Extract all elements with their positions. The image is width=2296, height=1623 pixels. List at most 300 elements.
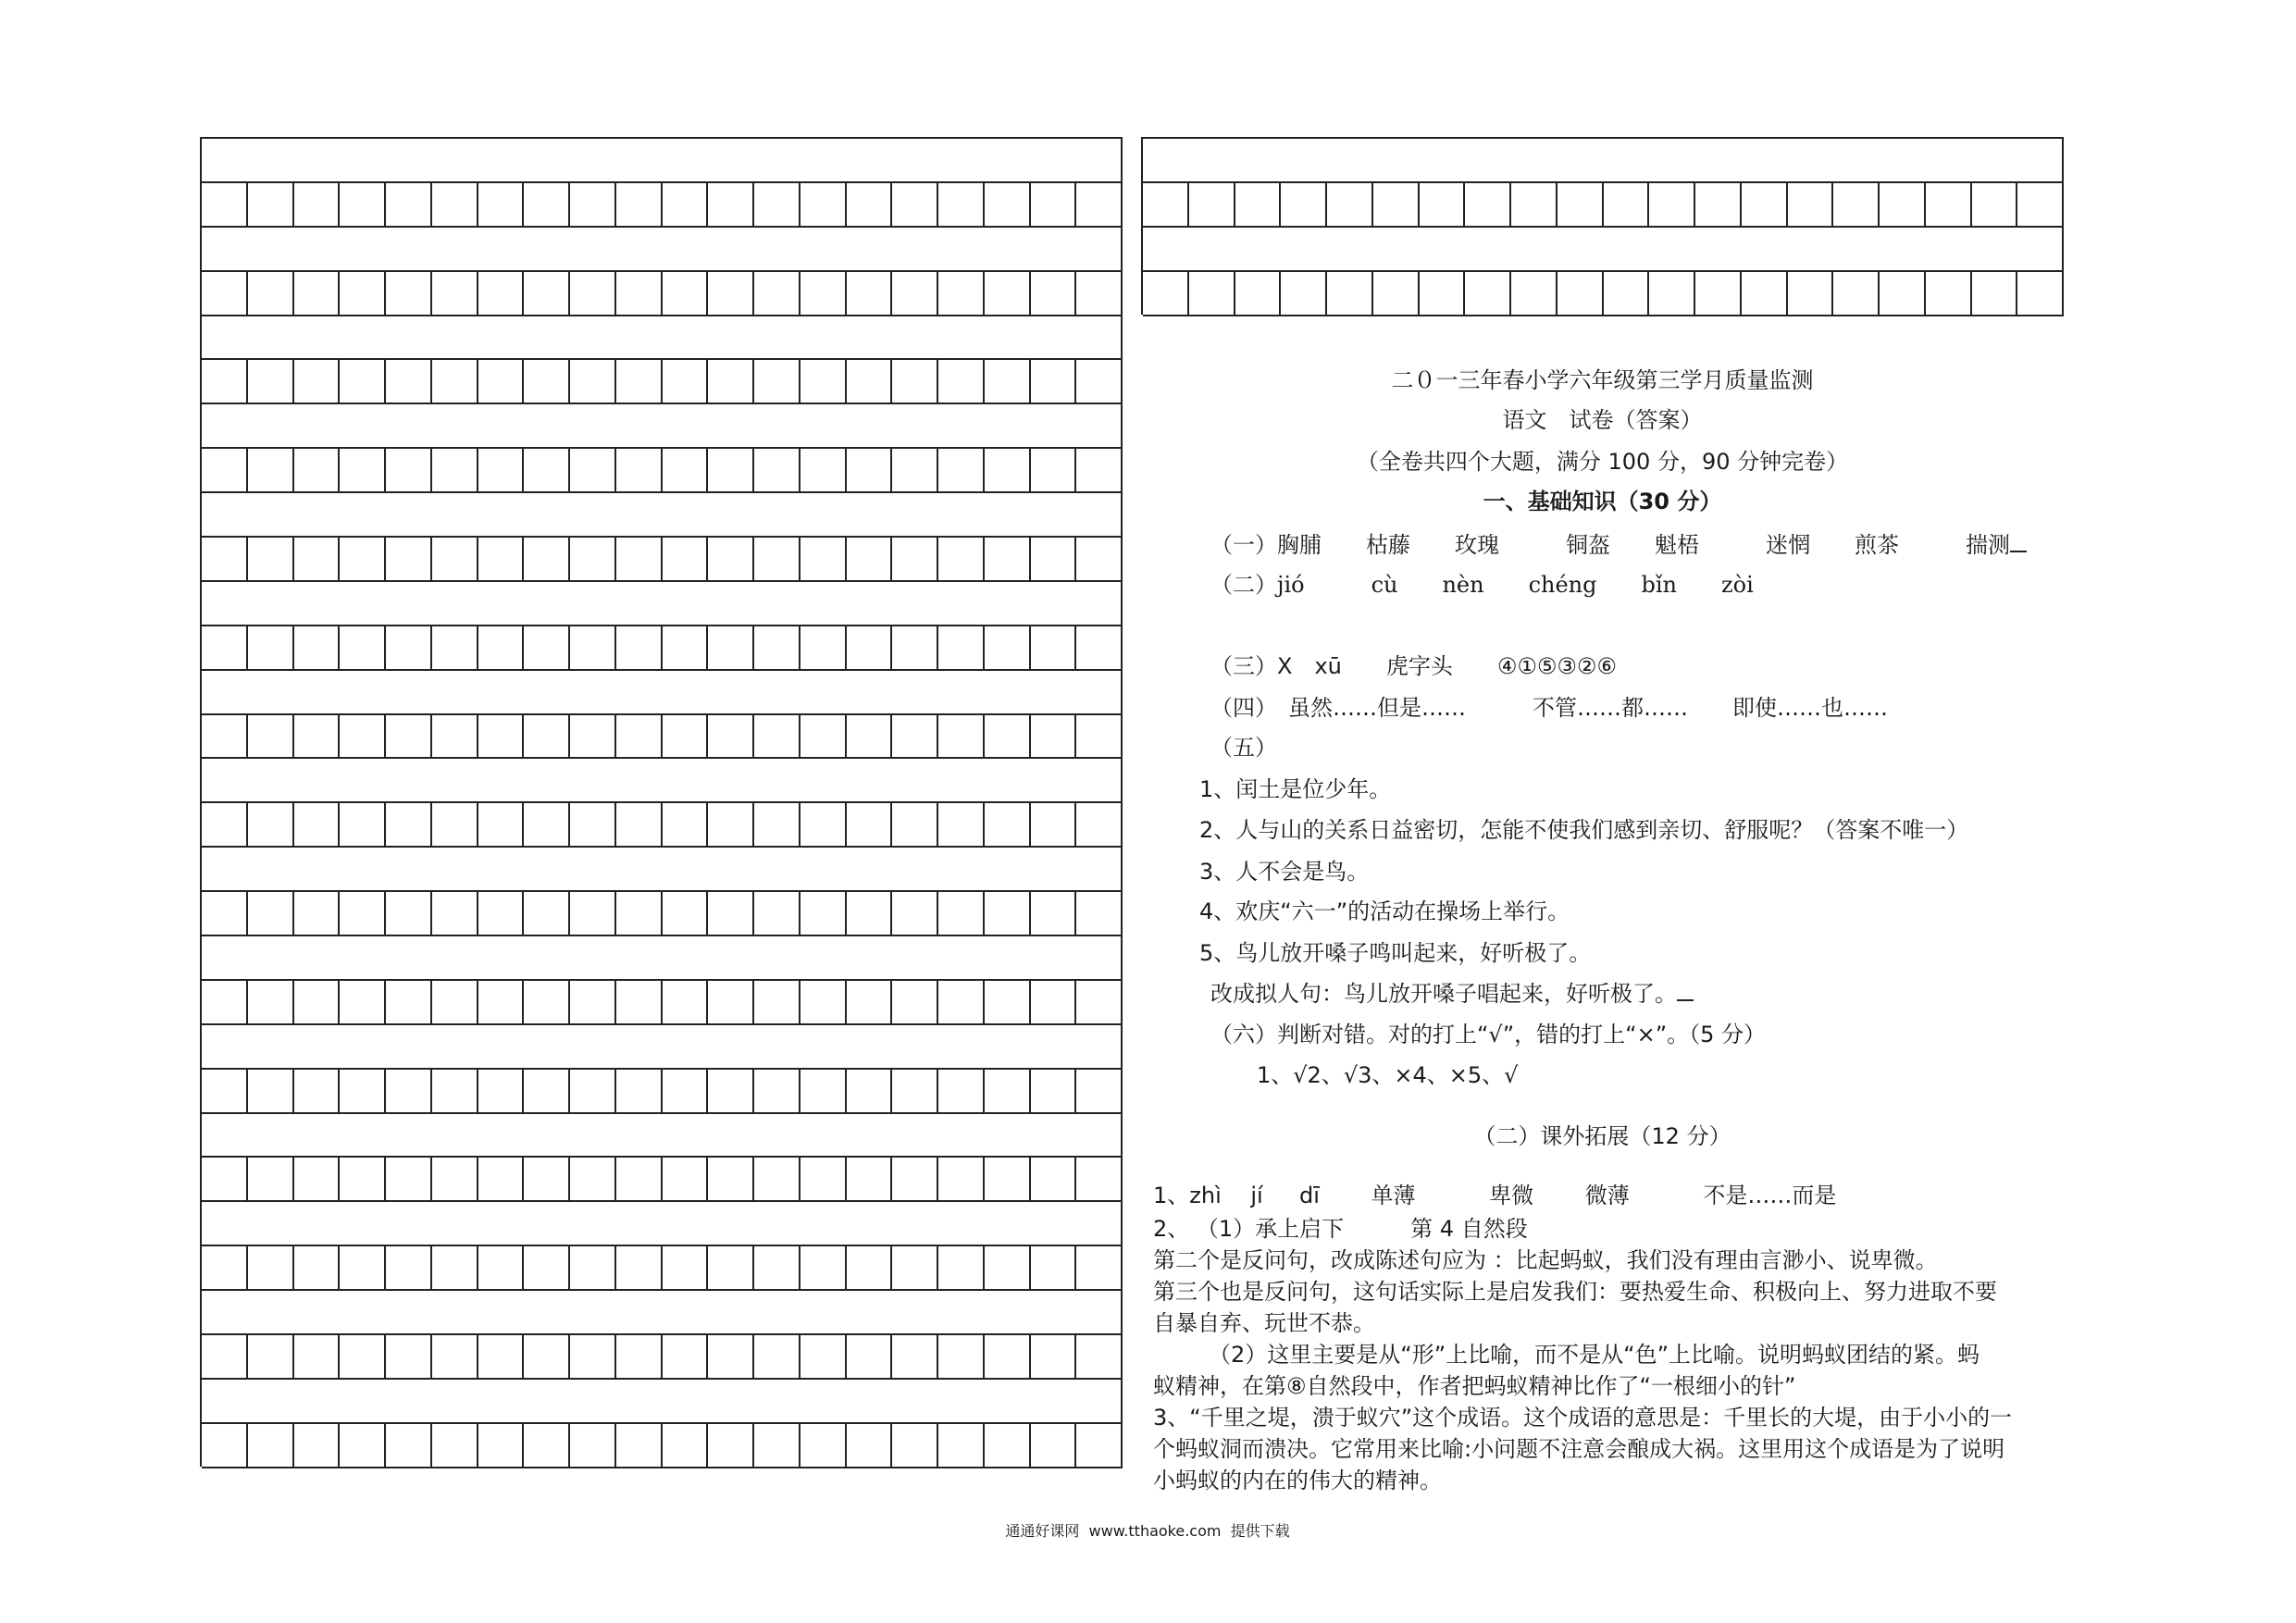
grid-cell	[1076, 892, 1121, 935]
exam-subject: 语文 试卷（答案）	[1502, 407, 1703, 433]
grid-cell	[754, 272, 800, 315]
grid-cell	[754, 1070, 800, 1112]
grid-cell	[340, 626, 386, 669]
grid-cell	[1972, 272, 2018, 315]
grid-cell	[432, 803, 478, 846]
grid-cell	[985, 1424, 1031, 1467]
grid-cell	[524, 1070, 570, 1112]
grid-cell	[754, 1335, 800, 1378]
grid-cell-row	[202, 1070, 1123, 1114]
q5-personify: 改成拟人句：鸟儿放开嗓子唱起来，好听极了。	[1210, 979, 1694, 1008]
grid-cell	[754, 1246, 800, 1289]
grid-cell	[2017, 183, 2062, 226]
grid-cell-row	[202, 892, 1123, 936]
grid-cell	[1076, 981, 1121, 1023]
grid-cell	[1695, 272, 1742, 315]
grid-cell	[985, 715, 1031, 758]
grid-cell	[800, 360, 847, 403]
grid-cell	[938, 1070, 985, 1112]
grid-cell	[938, 272, 985, 315]
q5-item-1: 1、闰土是位少年。	[1199, 776, 1392, 802]
footer-credit: 通通好课网 www.tthaoke.com 提供下载	[1005, 1522, 1290, 1540]
grid-cell	[340, 449, 386, 491]
grid-cell	[1143, 183, 1189, 226]
grid-cell	[708, 715, 754, 758]
grid-cell	[386, 803, 432, 846]
grid-cell	[524, 1246, 570, 1289]
grid-cell	[892, 803, 938, 846]
q5-item-3: 3、人不会是鸟。	[1199, 859, 1370, 885]
grid-cell	[1511, 272, 1558, 315]
grid-cell	[294, 360, 341, 403]
grid-cell	[708, 1424, 754, 1467]
grid-cell	[1031, 183, 1077, 226]
grid-cell	[1031, 272, 1077, 315]
grid-cell	[708, 981, 754, 1023]
grid-cell	[938, 803, 985, 846]
grid-cell	[616, 1424, 663, 1467]
q5-item-5: 5、鸟儿放开嗓子鸣叫起来，好听极了。	[1199, 940, 1592, 966]
grid-cell	[1031, 1070, 1077, 1112]
q3-answer: （三）X xū 虎字头 ④①⑤③②⑥	[1210, 653, 1617, 679]
grid-cell	[524, 803, 570, 846]
grid-cell	[478, 360, 525, 403]
grid-cell	[1465, 272, 1511, 315]
grid-cell	[847, 981, 893, 1023]
grid-spacer-row	[1143, 139, 2064, 183]
grid-cell	[294, 1070, 341, 1112]
grid-cell	[386, 272, 432, 315]
grid-cell	[432, 183, 478, 226]
grid-cell	[524, 1424, 570, 1467]
q1-answer: （一）胸脯 枯藤 玫瑰 铜盔 魁梧 迷惘 煎茶 揣测	[1210, 530, 2027, 559]
grid-cell-row	[202, 183, 1123, 228]
grid-cell	[938, 981, 985, 1023]
grid-cell	[663, 715, 709, 758]
grid-cell	[985, 803, 1031, 846]
grid-cell	[892, 892, 938, 935]
grid-cell	[892, 1424, 938, 1467]
grid-cell	[1031, 626, 1077, 669]
grid-cell	[663, 981, 709, 1023]
grid-cell	[892, 538, 938, 580]
grid-cell	[524, 715, 570, 758]
grid-cell	[570, 1424, 616, 1467]
grid-cell	[570, 1246, 616, 1289]
grid-cell-row	[202, 1424, 1123, 1468]
grid-cell-row	[202, 538, 1123, 582]
grid-cell	[892, 183, 938, 226]
grid-spacer-row	[202, 936, 1123, 981]
grid-cell	[616, 715, 663, 758]
grid-spacer-row	[1143, 228, 2064, 272]
grid-cell	[248, 1335, 294, 1378]
grid-cell	[432, 360, 478, 403]
grid-cell-row	[202, 981, 1123, 1025]
grid-cell	[800, 626, 847, 669]
grid-cell	[386, 360, 432, 403]
grid-cell	[754, 449, 800, 491]
grid-cell	[432, 892, 478, 935]
grid-cell	[847, 360, 893, 403]
grid-cell	[524, 272, 570, 315]
grid-cell	[708, 538, 754, 580]
grid-cell	[616, 1158, 663, 1200]
grid-cell	[478, 892, 525, 935]
grid-cell	[1420, 272, 1466, 315]
grid-cell	[663, 1246, 709, 1289]
grid-cell	[340, 892, 386, 935]
grid-cell-row	[202, 626, 1123, 671]
grid-cell	[570, 1070, 616, 1112]
answer-blank	[1677, 979, 1694, 1001]
grid-cell-row	[202, 1246, 1123, 1291]
grid-cell	[202, 1424, 248, 1467]
grid-cell	[248, 1158, 294, 1200]
grid-cell	[1076, 1424, 1121, 1467]
grid-spacer-row	[202, 139, 1123, 183]
grid-cell	[800, 715, 847, 758]
grid-cell	[202, 981, 248, 1023]
grid-cell	[386, 449, 432, 491]
grid-cell	[663, 1424, 709, 1467]
grid-cell	[663, 360, 709, 403]
grid-cell	[294, 626, 341, 669]
grid-cell	[202, 538, 248, 580]
grid-cell	[1281, 183, 1327, 226]
grid-cell	[985, 981, 1031, 1023]
grid-cell	[754, 1424, 800, 1467]
grid-cell	[386, 1424, 432, 1467]
grid-cell	[432, 1424, 478, 1467]
q5-item-2: 2、人与山的关系日益密切，怎能不使我们感到亲切、舒服呢？（答案不唯一）	[1199, 817, 1969, 843]
grid-cell	[985, 272, 1031, 315]
left-writing-grid	[200, 137, 1123, 1467]
grid-cell	[1076, 803, 1121, 846]
grid-cell	[1031, 1424, 1077, 1467]
grid-cell	[1833, 183, 1880, 226]
grid-cell	[1076, 272, 1121, 315]
grid-cell	[202, 272, 248, 315]
grid-cell	[800, 449, 847, 491]
grid-cell	[847, 715, 893, 758]
grid-cell	[570, 715, 616, 758]
grid-cell	[1189, 183, 1235, 226]
grid-cell	[432, 626, 478, 669]
grid-cell	[524, 1335, 570, 1378]
grid-cell	[985, 538, 1031, 580]
grid-cell	[248, 803, 294, 846]
grid-cell	[570, 981, 616, 1023]
grid-cell	[800, 981, 847, 1023]
grid-cell	[663, 1335, 709, 1378]
q4-answer: （四） 虽然……但是…… 不管……都…… 即使……也……	[1210, 695, 1888, 721]
s2-paragraph-2a: 第三个也是反问句，这句话实际上是启发我们：要热爱生命、积极向上、努力进取不要	[1153, 1279, 1997, 1305]
grid-cell	[985, 626, 1031, 669]
grid-cell	[892, 272, 938, 315]
grid-cell	[570, 449, 616, 491]
grid-cell	[340, 183, 386, 226]
grid-cell	[1327, 272, 1373, 315]
grid-cell	[708, 1246, 754, 1289]
grid-spacer-row	[202, 1202, 1123, 1246]
grid-cell	[202, 626, 248, 669]
grid-cell	[432, 538, 478, 580]
grid-cell	[478, 183, 525, 226]
grid-cell	[616, 892, 663, 935]
grid-cell	[892, 626, 938, 669]
grid-cell	[985, 1070, 1031, 1112]
q6-prompt: （六）判断对错。对的打上“√”，错的打上“×”。（5 分）	[1210, 1022, 1767, 1047]
grid-cell	[663, 183, 709, 226]
grid-spacer-row	[202, 1291, 1123, 1335]
s2-paragraph-3a: （2）这里主要是从“形”上比喻，而不是从“色”上比喻。说明蚂蚁团结的紧。蚂	[1209, 1342, 1980, 1368]
grid-cell	[985, 1335, 1031, 1378]
grid-cell	[616, 1070, 663, 1112]
grid-cell	[248, 626, 294, 669]
grid-cell	[938, 449, 985, 491]
grid-cell	[1031, 360, 1077, 403]
grid-cell	[1604, 272, 1650, 315]
grid-cell	[294, 1424, 341, 1467]
grid-cell	[708, 892, 754, 935]
grid-cell	[847, 626, 893, 669]
grid-cell	[800, 1335, 847, 1378]
grid-cell	[708, 360, 754, 403]
grid-cell	[708, 1335, 754, 1378]
grid-cell	[570, 1335, 616, 1378]
grid-cell	[1788, 272, 1834, 315]
grid-cell	[892, 1246, 938, 1289]
grid-cell	[616, 626, 663, 669]
grid-cell-row	[202, 449, 1123, 493]
grid-cell	[1076, 1246, 1121, 1289]
grid-cell	[294, 1158, 341, 1200]
grid-cell	[616, 449, 663, 491]
grid-cell	[663, 1158, 709, 1200]
grid-spacer-row	[202, 1380, 1123, 1424]
grid-cell	[847, 1246, 893, 1289]
grid-cell	[248, 981, 294, 1023]
grid-cell	[1076, 1070, 1121, 1112]
s2-answer-1: 1、zhì jí dī 单薄 卑微 微薄 不是……而是	[1153, 1183, 1837, 1208]
grid-cell	[938, 715, 985, 758]
grid-cell	[1031, 1335, 1077, 1378]
grid-cell	[294, 803, 341, 846]
grid-cell	[1076, 1158, 1121, 1200]
grid-cell	[1076, 183, 1121, 226]
grid-cell	[248, 272, 294, 315]
grid-cell	[847, 538, 893, 580]
grid-cell	[892, 449, 938, 491]
grid-cell	[340, 272, 386, 315]
grid-cell	[202, 1335, 248, 1378]
grid-cell	[294, 272, 341, 315]
grid-cell	[570, 183, 616, 226]
grid-cell	[800, 538, 847, 580]
grid-cell-row	[202, 803, 1123, 848]
grid-cell	[1511, 183, 1558, 226]
grid-cell	[1235, 272, 1282, 315]
grid-cell	[432, 449, 478, 491]
grid-cell	[800, 892, 847, 935]
grid-cell	[202, 803, 248, 846]
grid-cell	[386, 1158, 432, 1200]
grid-cell	[708, 803, 754, 846]
grid-cell	[1031, 538, 1077, 580]
grid-cell	[1031, 803, 1077, 846]
grid-cell	[847, 1070, 893, 1112]
grid-cell	[248, 1246, 294, 1289]
grid-cell	[386, 626, 432, 669]
grid-cell	[938, 1335, 985, 1378]
grid-cell	[1031, 892, 1077, 935]
grid-cell	[1031, 449, 1077, 491]
grid-cell	[294, 1335, 341, 1378]
grid-cell	[570, 360, 616, 403]
grid-cell	[663, 449, 709, 491]
grid-spacer-row	[202, 228, 1123, 272]
grid-spacer-row	[202, 404, 1123, 449]
grid-cell	[524, 626, 570, 669]
grid-cell	[1880, 272, 1926, 315]
grid-cell	[754, 803, 800, 846]
answer-blank	[2010, 530, 2027, 552]
grid-cell	[1031, 715, 1077, 758]
grid-cell	[847, 449, 893, 491]
grid-cell	[985, 183, 1031, 226]
grid-spacer-row	[202, 671, 1123, 715]
grid-cell	[754, 360, 800, 403]
grid-cell	[340, 1335, 386, 1378]
s2-answer-2: 2、 （1）承上启下 第 4 自然段	[1153, 1216, 1528, 1242]
grid-cell	[892, 1158, 938, 1200]
grid-cell-row	[202, 272, 1123, 316]
grid-cell	[202, 1246, 248, 1289]
grid-cell	[1926, 183, 1972, 226]
grid-cell	[340, 1158, 386, 1200]
grid-cell	[386, 183, 432, 226]
grid-cell	[847, 272, 893, 315]
grid-cell	[847, 892, 893, 935]
grid-cell	[708, 183, 754, 226]
s2-paragraph-4b: 个蚂蚁洞而溃决。它常用来比喻:小问题不注意会酿成大祸。这里用这个成语是为了说明	[1153, 1436, 2005, 1462]
grid-cell	[985, 1158, 1031, 1200]
grid-cell	[892, 360, 938, 403]
grid-cell	[616, 1335, 663, 1378]
grid-cell	[202, 449, 248, 491]
grid-cell	[754, 892, 800, 935]
grid-cell	[1235, 183, 1282, 226]
grid-cell	[1076, 538, 1121, 580]
grid-cell	[202, 183, 248, 226]
grid-cell	[663, 803, 709, 846]
grid-cell-row	[202, 360, 1123, 404]
grid-cell	[1649, 272, 1695, 315]
grid-cell	[478, 1246, 525, 1289]
grid-cell	[294, 892, 341, 935]
grid-cell	[800, 1070, 847, 1112]
grid-cell	[294, 715, 341, 758]
grid-cell	[1031, 981, 1077, 1023]
grid-cell	[1076, 449, 1121, 491]
grid-cell	[708, 272, 754, 315]
grid-cell	[708, 626, 754, 669]
grid-cell	[754, 183, 800, 226]
grid-cell	[524, 892, 570, 935]
grid-cell	[708, 1158, 754, 1200]
grid-cell	[478, 626, 525, 669]
grid-spacer-row	[202, 1025, 1123, 1070]
grid-cell	[202, 360, 248, 403]
grid-cell	[478, 1335, 525, 1378]
grid-cell	[386, 538, 432, 580]
grid-cell	[616, 538, 663, 580]
grid-cell	[985, 449, 1031, 491]
grid-cell	[1420, 183, 1466, 226]
grid-cell	[248, 360, 294, 403]
grid-spacer-row	[202, 316, 1123, 361]
grid-cell	[1558, 272, 1604, 315]
grid-cell	[754, 981, 800, 1023]
grid-cell	[800, 1246, 847, 1289]
grid-cell-row	[1143, 272, 2064, 316]
grid-cell	[754, 1158, 800, 1200]
grid-cell	[754, 715, 800, 758]
grid-cell	[938, 1158, 985, 1200]
grid-cell	[800, 272, 847, 315]
grid-cell	[202, 1158, 248, 1200]
s2-paragraph-4c: 小蚂蚁的内在的伟大的精神。	[1153, 1468, 1442, 1493]
grid-cell	[202, 715, 248, 758]
grid-cell	[248, 183, 294, 226]
grid-cell-row	[202, 1158, 1123, 1202]
grid-cell	[663, 538, 709, 580]
grid-cell	[340, 1070, 386, 1112]
grid-cell	[524, 538, 570, 580]
grid-cell	[1926, 272, 1972, 315]
grid-cell	[386, 1070, 432, 1112]
grid-cell	[386, 715, 432, 758]
grid-cell	[432, 715, 478, 758]
grid-cell	[1465, 183, 1511, 226]
grid-cell	[1373, 183, 1420, 226]
grid-cell	[386, 1335, 432, 1378]
grid-cell-row	[202, 1335, 1123, 1380]
grid-cell	[1189, 272, 1235, 315]
section1-heading: 一、基础知识（30 分）	[1483, 489, 1722, 514]
grid-cell	[847, 1424, 893, 1467]
grid-spacer-row	[202, 848, 1123, 892]
grid-cell	[524, 981, 570, 1023]
grid-cell	[1880, 183, 1926, 226]
grid-cell	[570, 272, 616, 315]
grid-cell	[892, 1070, 938, 1112]
grid-cell	[340, 1246, 386, 1289]
grid-cell	[847, 1158, 893, 1200]
grid-cell	[847, 803, 893, 846]
grid-cell	[1327, 183, 1373, 226]
grid-cell	[800, 803, 847, 846]
grid-cell	[938, 1246, 985, 1289]
section2-heading: （二）课外拓展（12 分）	[1473, 1123, 1731, 1149]
q5-label: （五）	[1210, 735, 1277, 761]
grid-cell	[524, 1158, 570, 1200]
q2-answer: （二）jió cù nèn chéng bǐn zòi	[1210, 572, 1754, 598]
grid-cell	[478, 981, 525, 1023]
s2-paragraph-1: 第二个是反问句，改成陈述句应为 ：比起蚂蚁，我们没有理由言渺小、说卑微。	[1153, 1247, 1938, 1273]
grid-cell	[1649, 183, 1695, 226]
